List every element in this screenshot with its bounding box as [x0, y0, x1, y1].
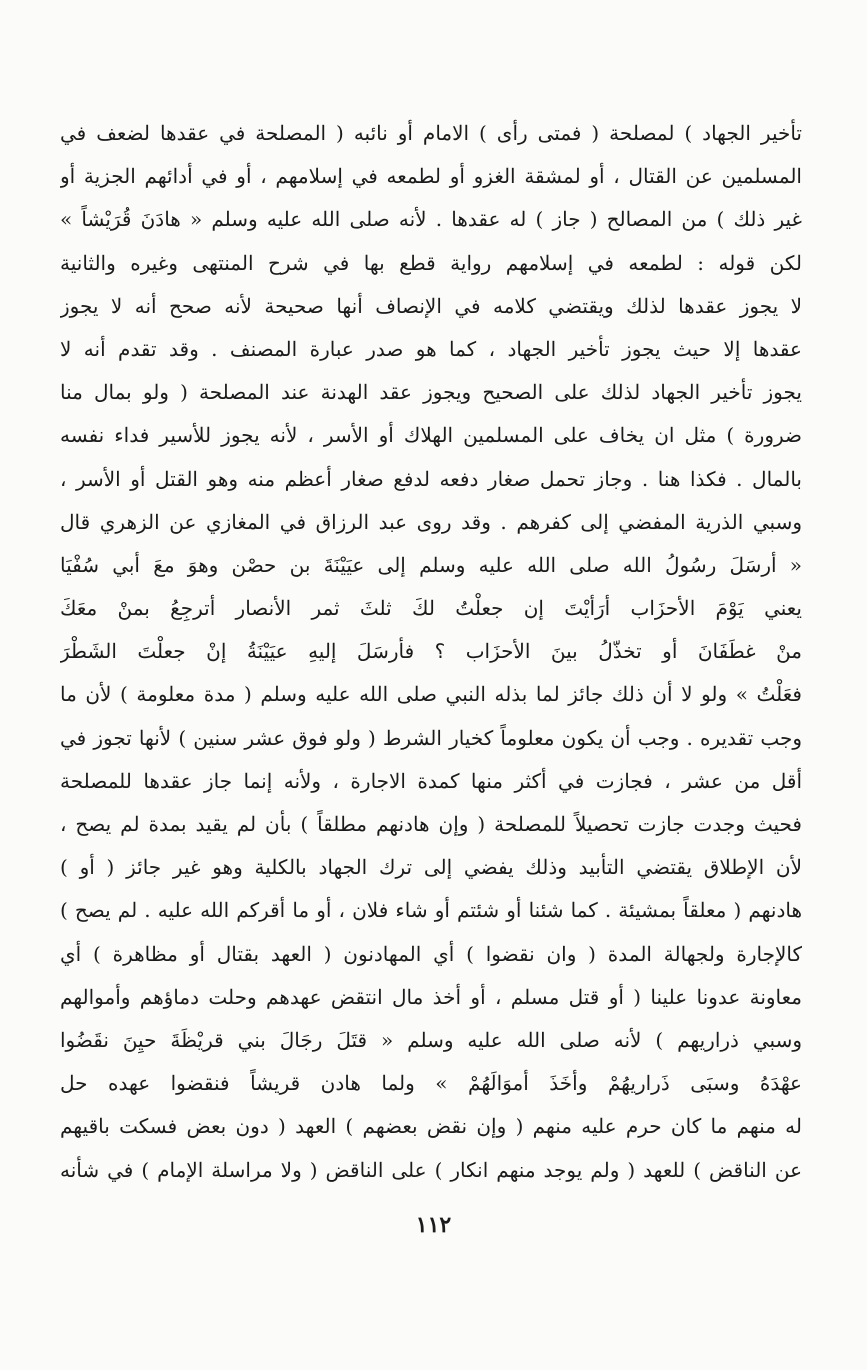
text-line: « أرسَلَ رسُولُ الله صلى الله عليه وسلم إلى عيَيْنَةَ بن حصْن وهوَ معَ أبي سُفْيَا [60, 552, 802, 577]
text-line: المسلمين عن القتال ، أو لمشقة الغزو أو لطمعه في إسلامهم ، أو في أدائهم الجزية أو [60, 164, 802, 189]
text-line: عقدها إلا حيث يجوز تأخير الجهاد ، كما هو صدر عبارة المصنف . وقد تقدم أنه لا [60, 336, 802, 361]
text-line: كالإجارة ولجهالة المدة ( وان نقضوا ) أي المهادنون ( العهد بقتال أو مظاهرة ) أي [60, 941, 802, 966]
text-line: لأن الإطلاق يقتضي التأبيد وذلك يفضي إلى ترك الجهاد بالكلية وهو غير جائز ( أو ) [60, 855, 802, 880]
text-line: بالمال . فكذا هنا . وجاز تحمل صغار دفعه لدفع صغار أعظم منه وهو القتل أو الأسر ، [60, 466, 802, 491]
text-line: لكن قوله : لطمعه في إسلامهم رواية قطع بها في شرح المنتهى وغيره والثانية [60, 250, 802, 275]
text-line: يجوز تأخير الجهاد لذلك على الصحيح ويجوز عقد الهدنة عند المصلحة ( ولو بمال منا [60, 380, 802, 405]
text-line: وسبي ذراريهم ) لأنه صلى الله عليه وسلم « قتَلَ رجَالَ بني قريْظَةَ حيِنَ نقَضُوا [60, 1027, 802, 1052]
text-line: وجب تقديره . وجب أن يكون معلوماً كخيار الشرط ( ولو فوق عشر سنين ) لأنها تجوز في [60, 725, 802, 750]
text-line: أقل من عشر ، فجازت في أكثر منها كمدة الاجارة ، ولأنه إنما جاز عقدها للمصلحة [60, 768, 802, 793]
text-line: عهْدَهُ وسبَى ذَراريهُمْ وأخَذَ أموَالَهُمْ » ولما هادن قريشاً فنقضوا عهده حل [60, 1071, 802, 1096]
text-line: فعَلْتُ » ولو لا أن ذلك جائز لما بذله النبي صلى الله عليه وسلم ( مدة معلومة ) لأن ما [60, 682, 802, 707]
text-line: غير ذلك ) من المصالح ( جاز ) له عقدها . لأنه صلى الله عليه وسلم « هادَنَ قُرَيْشاً » [60, 207, 802, 232]
text-line: تأخير الجهاد ) لمصلحة ( فمتى رأى ) الامام أو نائبه ( المصلحة في عقدها لضعف في [60, 121, 802, 145]
text-line: ضرورة ) مثل ان يخاف على المسلمين الهلاك أو الأسر ، لأنه يجوز للأسير فداء نفسه [60, 423, 802, 448]
text-line: وسبي الذرية المفضي إلى كفرهم . وقد روى عبد الرزاق في المغازي عن الزهري قال [60, 509, 802, 534]
text-line: هادنهم ( معلقاً بمشيئة . كما شئنا أو شئتم أو شاء فلان ، أو ما أقركم الله عليه . لم يصح ) [60, 898, 802, 923]
text-line: له منهم ما كان حرم عليه منهم ( وإن نقض بعضهم ) العهد ( دون بعض فسكت باقيهم [60, 1114, 802, 1139]
text-line: عن الناقض ) للعهد ( ولم يوجد منهم انكار ) على الناقض ( ولا مراسلة الإمام ) في شأنه [60, 1157, 802, 1182]
text-line: يعني يَوْمَ الأحزَاب أرَأيْتَ إن جعلْتُ لكَ ثلثَ ثمر الأنصار أترجِعُ بمنْ معَكَ [60, 596, 802, 621]
page-number: ١١٢ [415, 1212, 452, 1238]
text-line: لا يجوز عقدها لذلك ويقتضي كلامه في الإنصاف أنها صحيحة لأنه صحح أنه لا يجوز [60, 293, 802, 318]
text-line: فحيث وجدت جازت تحصيلاً للمصلحة ( وإن هادنهم مطلقاً ) بأن لم يقيد بمدة لم يصح ، [60, 812, 802, 836]
body-text [60, 112, 802, 1192]
text-line: منْ غطَفَانَ أو تخذّلُ بينَ الأحزَاب ؟ فأرسَلَ إليهِ عيَيْنَةُ إنْ جعلْتَ الشَطْرَ [60, 639, 802, 664]
text-line: معاونة عدونا علينا ( أو قتل مسلم ، أو أخذ مال انتقض عهدهم وحلت دماؤهم وأموالهم [60, 984, 802, 1009]
